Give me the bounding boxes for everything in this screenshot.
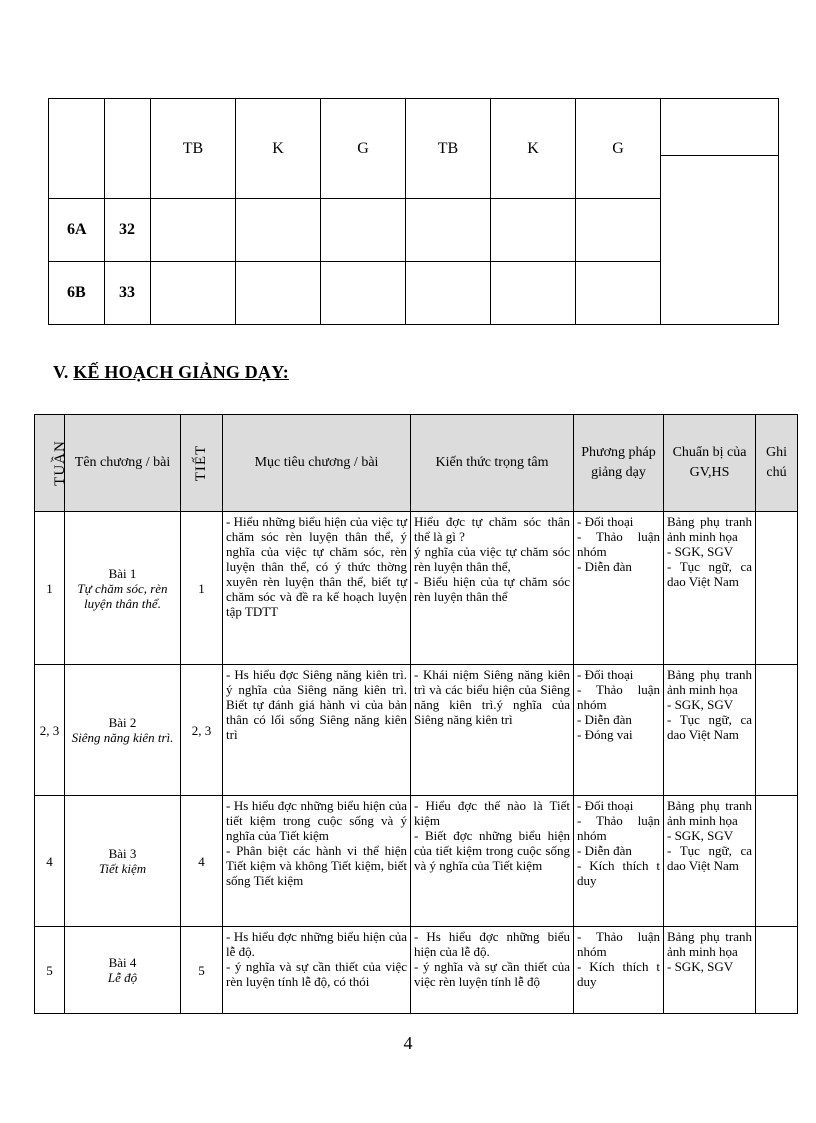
score-cell xyxy=(236,261,321,324)
preparation-line: - Tục ngữ, ca dao Việt Nam xyxy=(667,843,752,873)
score-header-cell: TB xyxy=(151,99,236,199)
score-header-cell: K xyxy=(236,99,321,199)
score-header-cell xyxy=(49,99,105,199)
preparation-cell xyxy=(664,665,756,796)
objectives-line: - ý nghĩa và sự cần thiết của việc rèn luyện tính lễ độ, có thói xyxy=(226,959,407,989)
objectives-line: - Hs hiểu đợc những biểu hiện của lễ độ. xyxy=(226,929,407,959)
lesson-cell xyxy=(65,665,181,796)
method-line: - Diễn đàn xyxy=(577,843,632,858)
knowledge-line: ý nghĩa của việc tự chăm sóc rèn luyện thân thể, xyxy=(414,544,570,574)
knowledge-line: - Hiểu đợc thế nào là Tiết kiệm xyxy=(414,798,570,828)
method-cell xyxy=(574,927,664,1014)
objectives-cell xyxy=(223,796,411,927)
header-lesson: Tên chương / bài xyxy=(65,415,181,512)
class-name: 6A xyxy=(49,199,105,261)
week-cell xyxy=(35,512,65,665)
objectives-line: - Hiểu những biểu hiện của việc tự chăm sóc rèn luyện thân thể, ý nghĩa của việc tự chăm sóc, rèn luyện thân thể, có ý thức thờng xuyên rèn luyện thân thể, biết tự chăm sóc và đề ra kế hoạch luyện tập TDTT xyxy=(226,514,407,619)
student-count: 33 xyxy=(105,261,151,324)
preparation-line: - SGK, SGV xyxy=(667,959,734,974)
lesson-title: Bài 3 xyxy=(108,846,137,861)
method-cell xyxy=(574,665,664,796)
preparation-line: - Tục ngữ, ca dao Việt Nam xyxy=(667,712,752,742)
student-count: 32 xyxy=(105,199,151,261)
method-line: - Thảo luận nhóm xyxy=(577,529,660,559)
preparation-cell xyxy=(664,927,756,1014)
objectives-cell xyxy=(223,927,411,1014)
score-cell xyxy=(321,261,406,324)
objectives-cell xyxy=(223,512,411,665)
score-header-row xyxy=(49,99,779,199)
score-header-cell: K xyxy=(491,99,576,199)
knowledge-line: - Khái niệm Siêng năng kiên trì và các biểu hiện của Siêng năng kiên trì.ý nghĩa của Siêng năng kiên trì xyxy=(414,667,570,727)
preparation-line: Bảng phụ tranh ảnh minh họa xyxy=(667,929,752,959)
score-header-cell: G xyxy=(321,99,406,199)
knowledge-cell xyxy=(411,927,574,1014)
method-cell xyxy=(574,796,664,927)
class-name: 6B xyxy=(49,261,105,324)
knowledge-cell xyxy=(411,665,574,796)
plan-row xyxy=(35,512,798,665)
header-period: TIẾT xyxy=(181,415,223,512)
period-value: 4 xyxy=(198,853,205,869)
knowledge-line: - Biết đợc những biểu hiện của tiết kiệm trong cuộc sống và ý nghĩa của Tiết kiệm xyxy=(414,828,570,873)
week-cell xyxy=(35,927,65,1014)
preparation-cell xyxy=(664,796,756,927)
header-preparation: Chuẩn bị của GV,HS xyxy=(664,415,756,512)
preparation-line: - Tục ngữ, ca dao Việt Nam xyxy=(667,559,752,589)
lesson-cell xyxy=(65,796,181,927)
lesson-cell xyxy=(65,512,181,665)
preparation-line: - SGK, SGV xyxy=(667,697,734,712)
lesson-title: Bài 2 xyxy=(108,715,137,730)
week-cell xyxy=(35,796,65,927)
preparation-cell xyxy=(664,512,756,665)
score-cell xyxy=(151,199,236,261)
method-line: - Diễn đàn xyxy=(577,559,632,574)
header-week: TUẦN xyxy=(35,415,65,512)
method-line: - Kích thích t duy xyxy=(577,858,660,888)
plan-row xyxy=(35,927,798,1014)
lesson-subtitle: Lễ độ xyxy=(107,970,138,985)
week-value: 2, 3 xyxy=(39,722,60,738)
plan-row xyxy=(35,796,798,927)
score-cell xyxy=(406,199,491,261)
section-heading xyxy=(53,362,289,383)
objectives-cell xyxy=(223,665,411,796)
note-cell xyxy=(756,927,798,1014)
note-cell xyxy=(756,665,798,796)
knowledge-cell xyxy=(411,796,574,927)
knowledge-line: - Biểu hiện của tự chăm sóc rèn luyện thân thể xyxy=(414,574,570,604)
score-header-split-cell xyxy=(661,99,779,325)
plan-header-row xyxy=(35,415,798,512)
week-value: 1 xyxy=(46,580,53,596)
method-line: - Diễn đàn xyxy=(577,712,632,727)
period-value: 5 xyxy=(198,962,205,978)
method-line: - Thảo luận nhóm xyxy=(577,682,660,712)
score-header-cell xyxy=(105,99,151,199)
knowledge-line: Hiểu đợc tự chăm sóc thân thể là gì ? xyxy=(414,514,570,544)
lesson-cell xyxy=(65,927,181,1014)
page-number: 4 xyxy=(403,1033,413,1053)
lesson-subtitle: Tiết kiệm xyxy=(98,861,147,876)
method-line: - Đối thoại xyxy=(577,667,634,682)
header-note: Ghi chú xyxy=(756,415,798,512)
objectives-line: - Phân biệt các hành vi thể hiện Tiết kiệm và không Tiết kiệm, biết sống Tiết kiệm xyxy=(226,843,407,888)
week-cell xyxy=(35,665,65,796)
teaching-plan-table xyxy=(34,414,798,1014)
score-cell xyxy=(321,199,406,261)
lesson-title: Bài 1 xyxy=(108,565,137,581)
section-prefix: V. xyxy=(53,362,74,382)
header-method: Phương pháp giảng dạy xyxy=(574,415,664,512)
objectives-line: - Hs hiểu đợc những biểu hiện của tiết kiệm trong cuộc sống và ý nghĩa của Tiết kiệm xyxy=(226,798,407,843)
lesson-title: Bài 4 xyxy=(108,955,137,970)
knowledge-cell xyxy=(411,512,574,665)
score-cell xyxy=(236,199,321,261)
knowledge-line: - Hs hiểu đợc những biểu hiện của lễ độ. xyxy=(414,929,570,959)
method-line: - Đối thoại xyxy=(577,798,634,813)
score-cell xyxy=(491,199,576,261)
score-header-cell: TB xyxy=(406,99,491,199)
lesson-subtitle: Siêng năng kiên trì. xyxy=(71,730,174,745)
period-cell xyxy=(181,665,223,796)
period-cell xyxy=(181,927,223,1014)
method-line: - Thảo luận nhóm xyxy=(577,929,660,959)
week-value: 5 xyxy=(46,962,53,978)
period-value: 1 xyxy=(198,580,205,596)
week-value: 4 xyxy=(46,853,53,869)
score-cell xyxy=(576,199,661,261)
score-cell xyxy=(406,261,491,324)
method-line: - Đối thoại xyxy=(577,514,634,529)
method-line: - Đóng vai xyxy=(577,727,633,742)
score-header-cell: G xyxy=(576,99,661,199)
note-cell xyxy=(756,796,798,927)
score-cell xyxy=(491,261,576,324)
objectives-line: - Hs hiểu đợc Siêng năng kiên trì. ý nghĩa của Siêng năng kiên trì. Biết tự đánh giá hành vi của bản thân có lối sống Siêng năng kiên trì xyxy=(226,667,407,742)
preparation-line: Bảng phụ tranh ảnh minh họa xyxy=(667,667,752,697)
preparation-line: - SGK, SGV xyxy=(667,544,734,559)
period-cell xyxy=(181,512,223,665)
note-cell xyxy=(756,512,798,665)
preparation-line: Bảng phụ tranh ảnh minh họa xyxy=(667,514,752,544)
method-line: - Kích thích t duy xyxy=(577,959,660,989)
header-knowledge: Kiến thức trọng tâm xyxy=(411,415,574,512)
method-cell xyxy=(574,512,664,665)
method-line: - Thảo luận nhóm xyxy=(577,813,660,843)
period-value: 2, 3 xyxy=(191,722,212,738)
score-cell xyxy=(151,261,236,324)
score-table xyxy=(48,98,779,325)
period-cell xyxy=(181,796,223,927)
knowledge-line: - ý nghĩa và sự cần thiết của việc rèn luyện tính lễ độ xyxy=(414,959,570,989)
plan-row xyxy=(35,665,798,796)
preparation-line: Bảng phụ tranh ảnh minh họa xyxy=(667,798,752,828)
score-cell xyxy=(576,261,661,324)
preparation-line: - SGK, SGV xyxy=(667,828,734,843)
header-objectives: Mục tiêu chương / bài xyxy=(223,415,411,512)
lesson-subtitle: Tự chăm sóc, rèn luyện thân thể. xyxy=(77,580,168,611)
section-title: KẾ HOẠCH GIẢNG DẠY: xyxy=(73,362,289,382)
